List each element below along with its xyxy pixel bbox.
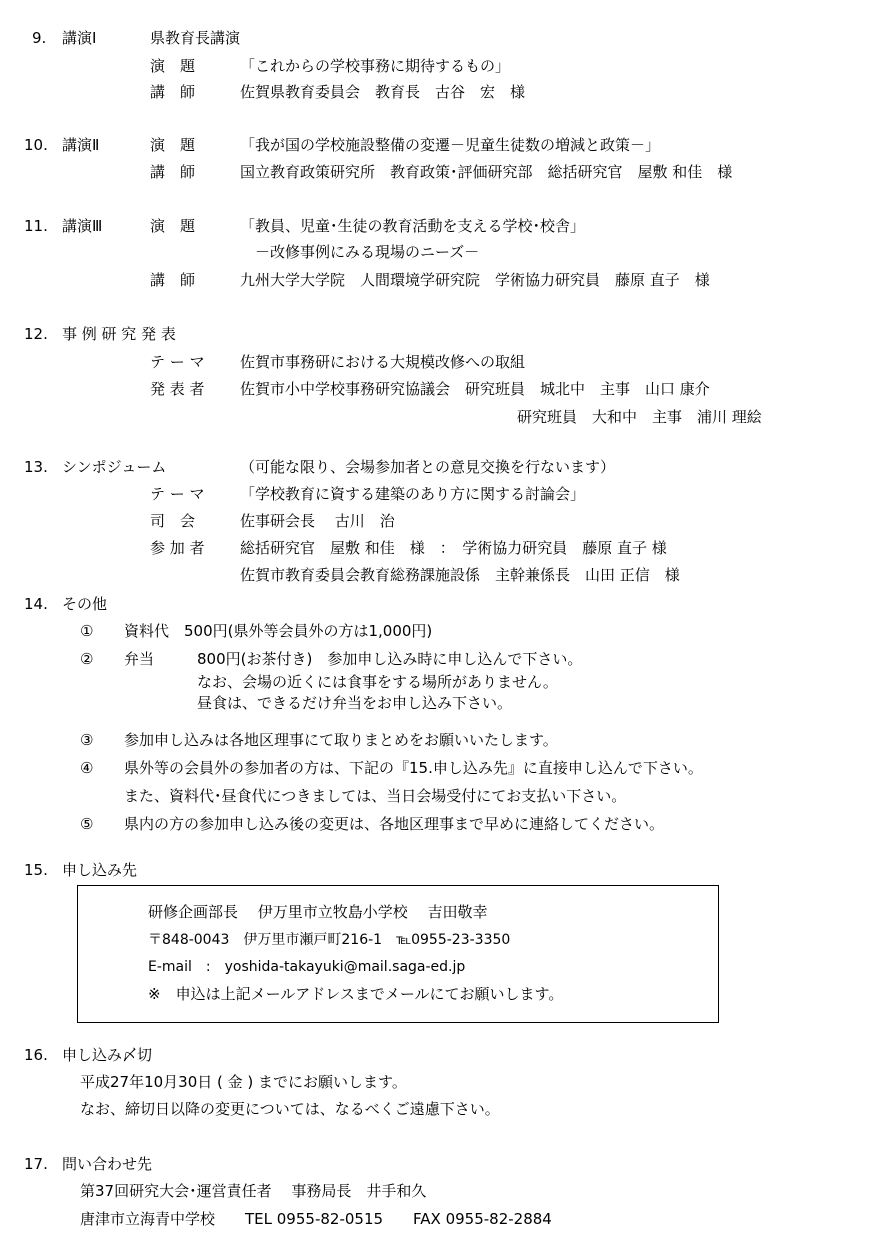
presenter-text: 研究班員 大和中 主事 浦川 理絵 xyxy=(517,408,762,426)
item-text: 県外等の会員外の参加者の方は、下記の『15.申し込み先』に直接申し込んで下さい。 xyxy=(124,759,703,777)
subtopic-text: －改修事例にみる現場のニーズ－ xyxy=(255,243,480,261)
speaker-text: 国立教育政策研究所 教育政策･評価研究部 総括研究官 屋敷 和佳 様 xyxy=(240,163,733,181)
deadline-text: 平成27年10月30日 ( 金 ) までにお願いします。 xyxy=(80,1073,407,1091)
theme-text: 「学校教育に資する建築のあり方に関する討論会」 xyxy=(240,485,586,503)
deadline-note: なお、締切日以降の変更については、なるべくご遠慮下さい。 xyxy=(80,1100,500,1118)
section-note: （可能な限り、会場参加者との意見交換を行ないます） xyxy=(240,458,616,476)
speaker-label: 講 師 xyxy=(150,271,196,289)
panel-text: 総括研究官 屋敷 和佳 様 ： 学術協力研究員 藤原 直子 様 xyxy=(240,539,667,557)
item-mark: ① xyxy=(80,622,94,640)
section-number: 9. xyxy=(32,29,47,47)
chair-label: 司 会 xyxy=(150,512,196,530)
section-heading: 講演Ⅲ xyxy=(62,217,103,235)
topic-label: 演 題 xyxy=(150,217,196,235)
item-text: 800円(お茶付き) 参加申し込み時に申し込んで下さい。 xyxy=(197,650,583,668)
item-text: 参加申し込みは各地区理事にて取りまとめをお願いいたします。 xyxy=(124,731,558,749)
contact-line: 〒848-0043 伊万里市瀬戸町216-1 ℡0955-23-3350 xyxy=(148,932,511,948)
item-text: また、資料代･昼食代につきましては、当日会場受付にてお支払い下さい。 xyxy=(124,787,627,805)
item-mark: ⑤ xyxy=(80,815,94,833)
lecture-title: 県教育長講演 xyxy=(150,29,241,47)
item-mark: ④ xyxy=(80,759,94,777)
item-text: 資料代 500円(県外等会員外の方は1,000円) xyxy=(124,622,433,640)
inquiry-line: 唐津市立海青中学校 TEL 0955-82-0515 FAX 0955-82-2884 xyxy=(80,1210,552,1228)
item-mark: ③ xyxy=(80,731,94,749)
section-number: 17. xyxy=(24,1155,48,1173)
presenter-text: 佐賀市小中学校事務研究協議会 研究班員 城北中 主事 山口 康介 xyxy=(240,380,710,398)
section-number: 14. xyxy=(24,595,48,613)
section-number: 11. xyxy=(24,217,48,235)
item-text: 県内の方の参加申し込み後の変更は、各地区理事まで早めに連絡してください。 xyxy=(124,815,665,833)
speaker-text: 佐賀県教育委員会 教育長 古谷 宏 様 xyxy=(240,83,526,101)
section-number: 10. xyxy=(24,136,48,154)
contact-line: 研修企画部長 伊万里市立牧島小学校 吉田敬幸 xyxy=(148,903,488,921)
topic-label: 演 題 xyxy=(150,57,196,75)
item-text: 昼食は、できるだけ弁当をお申し込み下さい。 xyxy=(197,694,513,712)
section-number: 15. xyxy=(24,861,48,879)
topic-text: 「教員、児童･生徒の教育活動を支える学校･校舎」 xyxy=(240,217,586,235)
theme-label: テ ー マ xyxy=(150,485,205,503)
speaker-label: 講 師 xyxy=(150,83,196,101)
theme-label: テ ー マ xyxy=(150,353,205,371)
panel-label: 参 加 者 xyxy=(150,539,205,557)
theme-text: 佐賀市事務研における大規模改修への取組 xyxy=(240,353,526,371)
inquiry-line: 第37回研究大会･運営責任者 事務局長 井手和久 xyxy=(80,1182,427,1200)
contact-note: ※ 申込は上記メールアドレスまでメールにてお願いします。 xyxy=(148,985,564,1003)
speaker-text: 九州大学大学院 人間環境学研究院 学術協力研究員 藤原 直子 様 xyxy=(240,271,710,289)
section-heading: 講演Ⅱ xyxy=(62,136,100,154)
item-mark: ② xyxy=(80,650,94,668)
section-heading: 事 例 研 究 発 表 xyxy=(62,325,176,343)
section-heading: その他 xyxy=(62,595,108,613)
chair-text: 佐事研会長 古川 治 xyxy=(240,512,395,530)
item-label: 弁当 xyxy=(124,650,155,668)
section-number: 13. xyxy=(24,458,48,476)
topic-label: 演 題 xyxy=(150,136,196,154)
panel-text: 佐賀市教育委員会教育総務課施設係 主幹兼係長 山田 正信 様 xyxy=(240,566,680,584)
section-heading: 問い合わせ先 xyxy=(62,1155,153,1173)
presenter-label: 発 表 者 xyxy=(150,380,205,398)
section-heading: シンポジューム xyxy=(62,458,167,476)
section-number: 16. xyxy=(24,1046,48,1064)
speaker-label: 講 師 xyxy=(150,163,196,181)
item-text: なお、会場の近くには食事をする場所がありません。 xyxy=(197,673,558,691)
topic-text: 「これからの学校事務に期待するもの」 xyxy=(240,57,511,75)
section-heading: 申し込み先 xyxy=(62,861,138,879)
section-heading: 講演Ⅰ xyxy=(62,29,97,47)
section-heading: 申し込み〆切 xyxy=(62,1046,153,1064)
section-number: 12. xyxy=(24,325,48,343)
email-line: E-mail : yoshida-takayuki@mail.saga-ed.jp xyxy=(148,959,466,975)
topic-text: 「我が国の学校施設整備の変遷－児童生徒数の増減と政策－」 xyxy=(240,136,661,154)
